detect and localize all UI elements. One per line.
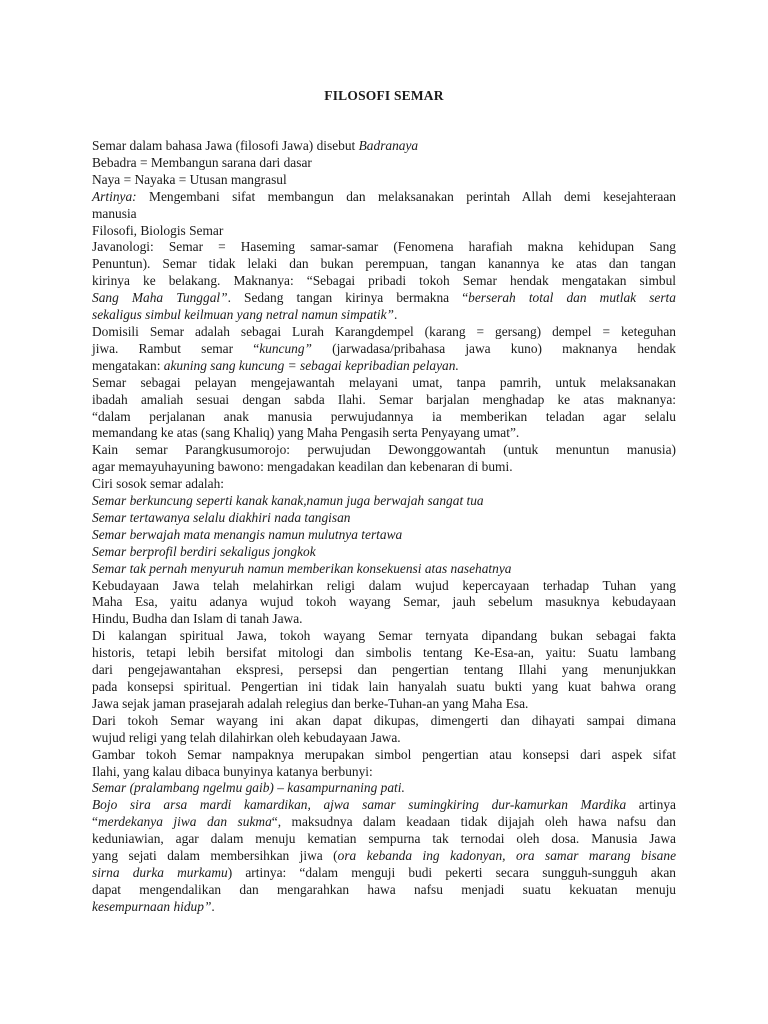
text-run: “dalam perjalanan anak manusia perwujudannya ia memberikan teladan agar selalu xyxy=(92,408,676,424)
text-line xyxy=(92,628,676,645)
text-line xyxy=(92,679,676,696)
text-line xyxy=(92,392,676,409)
text-line xyxy=(92,882,676,899)
text-line xyxy=(92,155,676,172)
text-run: jiwa. Rambut semar “ xyxy=(92,340,260,356)
text-line xyxy=(92,797,676,814)
text-run: Bebadra = Membangun sarana dari dasar xyxy=(92,154,312,170)
text-line xyxy=(92,476,676,493)
text-run: Filosofi, Biologis Semar xyxy=(92,222,224,238)
text-run: wujud religi yang telah dilahirkan oleh kebudayaan Jawa. xyxy=(92,729,401,745)
document-body xyxy=(92,138,676,916)
text-line xyxy=(92,696,676,713)
document-title: FILOSOFI SEMAR xyxy=(324,88,444,103)
text-line xyxy=(92,375,676,392)
italic-text: Semar berprofil berdiri sekaligus jongkok xyxy=(92,543,316,559)
italic-text: Semar tak pernah menyuruh namun memberikan konsekuensi atas nasehatnya xyxy=(92,560,512,576)
text-run: Gambar tokoh Semar nampaknya merupakan simbol pengertian atau konsepsi dari aspek sifat xyxy=(92,746,676,762)
text-line xyxy=(92,713,676,730)
text-run: artinya xyxy=(626,797,676,813)
text-line xyxy=(92,409,676,426)
text-run: Javanologi: Semar = Haseming samar-samar (Fenomena harafiah makna kehidupan Sang xyxy=(92,239,676,255)
text-run: Penuntun). Semar tidak lelaki dan bukan perempuan, tangan kanannya ke atas dan tangan xyxy=(92,256,676,272)
text-line xyxy=(92,256,676,273)
text-line xyxy=(92,493,676,510)
italic-text: Badranaya xyxy=(358,138,419,153)
text-run: Dari tokoh Semar wayang ini akan dapat dikupas, dimengerti dan dihayati sampai dimana xyxy=(92,712,676,728)
text-line xyxy=(92,578,676,595)
text-line xyxy=(92,138,676,155)
italic-text: sekaligus simbul keilmuan yang netral namun simpatik” xyxy=(92,307,395,323)
text-run: Kain semar Parangkusumorojo: perwujudan Dewonggowantah (untuk menuntun manusia) xyxy=(92,442,676,458)
text-line xyxy=(92,662,676,679)
text-line xyxy=(92,358,676,375)
text-run: agar memayuhayuning bawono: mengadakan keadilan dan kebenaran di bumi. xyxy=(92,459,513,475)
text-line xyxy=(92,239,676,256)
text-run: “, maksudnya dalam keadaan tidak dijajah oleh hawa nafsu dan xyxy=(271,814,676,830)
italic-text: Semar berwajah mata menangis namun mulutnya tertawa xyxy=(92,526,403,542)
text-line xyxy=(92,273,676,290)
text-line xyxy=(92,223,676,240)
text-run: Ilahi, yang kalau dibaca bunyinya katanya berbunyi: xyxy=(92,763,373,779)
text-line xyxy=(92,527,676,544)
text-run: Hindu, Budha dan Islam di tanah Jawa. xyxy=(92,611,303,627)
italic-text: ora kebanda ing kadonyan, ora samar marang bisane xyxy=(337,848,677,864)
text-line xyxy=(92,307,676,324)
text-line xyxy=(92,594,676,611)
text-run: manusia xyxy=(92,205,137,221)
text-run: Ciri sosok semar adalah: xyxy=(92,476,225,492)
text-run: (jarwadasa/pribahasa jawa kuno) maknanya hendak xyxy=(312,340,677,356)
italic-text: kesempurnaan hidup” xyxy=(92,898,212,914)
italic-text: merdekanya jiwa dan sukma xyxy=(97,814,272,830)
text-run: Jawa sejak jaman prasejarah adalah relegius dan berke-Tuhan-an yang Maha Esa. xyxy=(92,695,529,711)
text-line xyxy=(92,780,676,797)
text-line xyxy=(92,290,676,307)
text-line xyxy=(92,848,676,865)
italic-text: sirna durka murkamu xyxy=(92,864,228,880)
text-line xyxy=(92,865,676,882)
text-line xyxy=(92,189,676,206)
text-run: Di kalangan spiritual Jawa, tokoh wayang Semar ternyata dipandang bukan sebagai fakta xyxy=(92,628,676,644)
text-line xyxy=(92,645,676,662)
text-line xyxy=(92,172,676,189)
text-run: Maha Esa, yaitu adanya wujud tokoh wayang Semar, jauh sebelum masuknya kebudayaan xyxy=(92,594,676,610)
text-run: dari pengejawantahan ekspresi, persepsi dan pengertian tentang Illahi yang menunjukkan xyxy=(92,662,676,678)
text-line xyxy=(92,341,676,358)
text-run: mengatakan: xyxy=(92,357,164,373)
text-run: kirinya ke belakang. Maknanya: “Sebagai pribadi tokoh Semar hendak mengatakan simbul xyxy=(92,273,676,289)
italic-text: akuning sang kuncung = sebagai kepribadian pelayan. xyxy=(163,357,459,373)
text-line xyxy=(92,510,676,527)
text-run: ibadah amaliah sesuai dengan sabda Ilahi. Semar barjalan menghadap ke atas maknanya: xyxy=(92,391,676,407)
text-run: memandang ke atas (sang Khaliq) yang Maha Pengasih serta Penyayang umat”. xyxy=(92,425,520,441)
text-run: Naya = Nayaka = Utusan mangrasul xyxy=(92,171,287,187)
text-line xyxy=(92,459,676,476)
text-line xyxy=(92,747,676,764)
text-line xyxy=(92,425,676,442)
text-run: “ xyxy=(92,814,98,830)
text-run: historis, tetapi lebih bersifat mitologi dan simbolis tentang Ke-Esa-an, yaitu: Suatu lambang xyxy=(92,645,676,661)
italic-text: kuncung” xyxy=(259,340,312,356)
text-line xyxy=(92,899,676,916)
text-run: Semar dalam bahasa Jawa (filosofi Jawa) disebut xyxy=(92,138,359,153)
text-line xyxy=(92,831,676,848)
text-run: Semar sebagai pelayan mengejawantah melayani umat, tanpa pamrih, untuk melaksanakan xyxy=(92,374,676,390)
text-run: pada konsepsi spiritual. Pengertian ini tidak lain hanyalah suatu bukti yang kuat bahwa orang xyxy=(92,679,676,694)
text-line xyxy=(92,206,676,223)
text-run: Kebudayaan Jawa telah melahirkan religi dalam wujud kepercayaan terhadap Tuhan yang xyxy=(92,577,676,593)
text-line xyxy=(92,442,676,459)
text-line xyxy=(92,561,676,578)
italic-text: Artinya: xyxy=(92,188,137,204)
text-run: . xyxy=(394,307,398,323)
italic-text: Bojo sira arsa mardi kamardikan, ajwa samar sumingkiring dur-kamurkan Mardika xyxy=(92,797,627,813)
text-line xyxy=(92,324,676,341)
italic-text: Semar berkuncung seperti kanak kanak,namun juga berwajah sangat tua xyxy=(92,493,484,509)
text-run: . Sedang tangan kirinya bermakna “ xyxy=(227,290,469,306)
italic-text: Semar tertawanya selalu diakhiri nada tangisan xyxy=(92,509,351,525)
text-run: ) artinya: “dalam menguji budi pekerti secara sungguh-sungguh akan xyxy=(227,864,676,880)
text-run: Domisili Semar adalah sebagai Lurah Karangdempel (karang = gersang) dempel = keteguhan xyxy=(92,323,676,339)
text-line xyxy=(92,611,676,628)
italic-text: berserah total dan mutlak serta xyxy=(468,290,676,306)
text-run: Mengembani sifat membangun dan melaksanakan perintah Allah demi kesejahteraan xyxy=(136,188,676,204)
text-line xyxy=(92,730,676,747)
italic-text: Semar (pralambang ngelmu gaib) – kasampurnaning pati. xyxy=(92,780,405,796)
text-run: dapat mengendalikan dan mengarahkan hawa nafsu menjadi suatu kekuatan menuju xyxy=(92,881,676,897)
text-line xyxy=(92,814,676,831)
text-line xyxy=(92,764,676,781)
text-run: yang sejati dalam membersihkan jiwa ( xyxy=(92,848,338,864)
text-line xyxy=(92,544,676,561)
text-run: keduniawian, agar dalam menuju kematian sempurna tak ternodai oleh dosa. Manusia Jawa xyxy=(92,831,676,847)
italic-text: Sang Maha Tunggal” xyxy=(92,290,228,306)
text-run: . xyxy=(211,898,215,914)
